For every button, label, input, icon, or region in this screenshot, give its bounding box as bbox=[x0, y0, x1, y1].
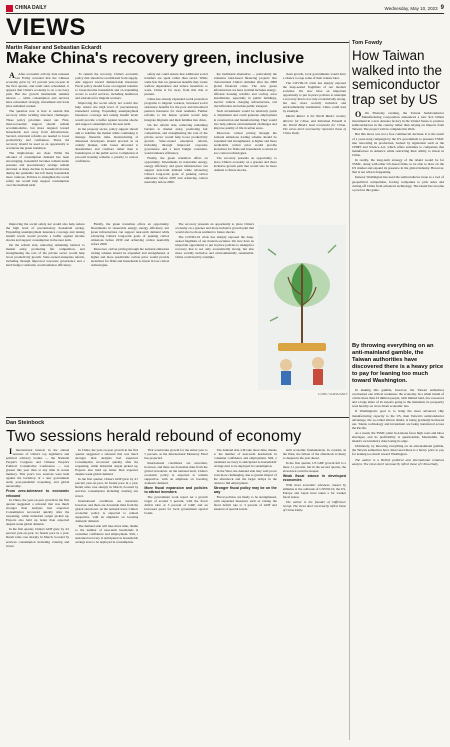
article2-columns bbox=[6, 448, 346, 743]
paragraph: If Washington's goal is to bring the most advanced chip manufacturing capacity to the US, then Taiwan's semiconductor advantage, the so-called silicon shield, is being gradually hollowed out. Talent, technology and investment are being transferred across the Pacific. bbox=[352, 409, 444, 430]
paragraph: Moreover, carbon pricing through the national emissions trading scheme should be expanded and strengthened. A higher and more predictable carbon price would provide incentives for firms and households to invest in low-carbon technologies. bbox=[213, 130, 277, 155]
cartoon-illustration-icon bbox=[258, 225, 346, 390]
article1-lower-columns bbox=[6, 222, 254, 397]
paragraph: In reality, the long-term strategy of the island would be for TSMC, along with other US-based firms, to be able to draw on the US market and expand its presence in the global industry. However, that is not what is happening. bbox=[352, 158, 444, 175]
article1-column-6 bbox=[6, 222, 85, 397]
sidebar-column-upper bbox=[352, 111, 444, 341]
paragraph: Finally, the green transition offers an opportunity. Investments in renewable energy, energy efficiency and green infrastructure can support near-term demand while advancing China's long-term goals of peaking carbon emissions before 2030 and achieving carbon neutrality before 2060. bbox=[144, 155, 208, 185]
dropcap: I bbox=[9, 448, 13, 456]
article1-column-4 bbox=[214, 72, 277, 220]
article1-column-2 bbox=[75, 72, 138, 220]
article2-column-4 bbox=[214, 448, 277, 743]
sidebar-author: Tom Fowdy bbox=[352, 40, 383, 46]
article1-authors: Martin Raiser and Sebastian Eckardt bbox=[6, 45, 102, 51]
section-title: VIEWS bbox=[6, 14, 86, 41]
paragraph: In the property sector, policy support should aim to stabilize the market while continuing to manage financial risks. Restructuring of distressed developers should proceed in an orderly manner, with losses allocated to shareholders and creditors rather than to homebuyers or the public sector. Completion of pre-sold housing remains a priority to restore confidence. bbox=[75, 126, 139, 163]
paragraph: Instead, Washington has used the semiconductor issue as a tool of geopolitical competition, forcing companies to pick sides and cutting off China from advanced technology. The island has become a pawn in this game. bbox=[352, 175, 444, 192]
paragraph: clean growth, local governments would have a chance to reap some of their returns later. bbox=[282, 72, 347, 81]
article2-column-5 bbox=[283, 448, 346, 743]
article2-column-3 bbox=[144, 448, 207, 743]
sidebar-headline: How Taiwan walked into the semiconductor trap set by US bbox=[352, 48, 443, 107]
paragraph: On the reform side, removing remaining barriers to market entry, promoting fair competition, and strengthening the role of the private sector would help boost productivity growth. State-owned enterprise reform, including through improved corporate governance and a hard budget constraint, would enhance efficiency. bbox=[6, 243, 85, 268]
paragraph: The COVID-19 crisis has sharply exposed the deep-seated fragilities of our modern societies. We now have an important opportunity to put in place policies to underpin a recovery that is not only economically strong, but also more socially inclusive and environmentally sustainable. China could lead by example. bbox=[175, 235, 255, 260]
paragraph: The demand side will take more time, thanks to the number of near-term headwinds in consumer confidence and employment. Still, a sustained recovery is anticipated as households' savings start to be deployed in consumption. bbox=[75, 523, 139, 545]
paragraph: The implications are clear. While the rebound of consumption demand has been encouraging, household incomes remain under pressure and precautionary savings remain elevated. A sharp decline in household income during the pandemic has left many households more cautious. Policies to strengthen the social safety net would help support consumption over the medium term. bbox=[6, 150, 70, 188]
paragraph: In the first quarter, US GDP growth fell to a mere 1.1 percent, but in the second quarter, the slowdown could be steeper. bbox=[282, 461, 347, 474]
china-daily-logo-icon bbox=[6, 5, 13, 12]
paragraph: As a result, the TSMC plant in Arizona faces high costs and labor shortages, and its profitability is questionable. Meanwhile, the island's own industry risks losing its edge. bbox=[352, 430, 444, 444]
paragraph: To sustain the recovery, China's economic policy mix should be recalibrated from supply-side support toward demand-side measures. Fiscal policy should focus on targeted transfers to lower-income households and on expanding access to social services, including healthcare and education for migrant workers. bbox=[75, 72, 139, 101]
paragraph: Ultimately, by throwing everything on an anti-mainland gamble, the Taiwan authorities have discovered there is a heavy price to pay for leaning too much toward Washington. bbox=[352, 444, 444, 457]
paragraph: Fiscal policies are likely to be strengthened, with expanded measures such as raising the fiscal deficit rate to 3 percent of GDP and issuance of special bonds. bbox=[213, 495, 277, 512]
dropcap: O bbox=[355, 111, 362, 119]
paragraph: The question now is how to sustain this recovery while tackling structural challenges. Three policy priorities stand out. First, macroeconomic support should remain accommodative, but more targeted toward households and away from infrastructure. Second, structural reforms are needed to boost productivity and confidence. Third, the recovery should be used as an opportunity to accelerate the green transition. bbox=[6, 109, 70, 150]
paragraph: I International interest in the annual sessions of China's top legislative and political advisory bodies — the National People's Congress and Chinese People's Political Consultative Conference — was greater this year than at any time in recent memory. This year's two sessions were held against the backdrop of a new government team, post-pandemic reopening, and global uncertainty. bbox=[6, 448, 70, 489]
subheading: Stronger fiscal policy may be on the way bbox=[213, 486, 277, 495]
paragraph: On the reform side, removing remaining barriers to market entry, promoting fair competition, and strengthening the role of the private sector would help boost productivity growth. State-owned enterprise reform, including through improved corporate governance and a hard budget constraint, would enhance efficiency. bbox=[144, 122, 208, 155]
paragraph: Improving the social safety net would also help reduce the high level of precautionary household saving. Expanding unemployment insurance coverage and raising benefit levels would provide a buffer against income shocks and support consumption in the near term. bbox=[75, 101, 139, 126]
article2-rule bbox=[6, 417, 349, 418]
paragraph: term economic fundamentals. In contrast, in the West, the fallout of the aftershock is likely to deepen in the year ahead. bbox=[282, 448, 347, 461]
author-note: The author is a British political and international relations analyst. The views don't necessarily reflect those of China Daily. bbox=[352, 457, 444, 466]
paragraph: In making this gamble, however, the Taiwan authorities overlooked one critical weakness: the economy. In a small island of a little more than 23 million people, with limited land, few resources and a large share of its exports going to the mainland, its prosperity rests heavily on cross-Strait economic ties. bbox=[352, 388, 444, 409]
page-header bbox=[6, 3, 444, 13]
paragraph: In the first quarter, China's GDP grew by 4.5 percent year-on-year, its fastest pace in a year. Retail sales rose sharply in March, boosted by services consumption including catering and travel. bbox=[75, 477, 139, 498]
paragraph: But this move was not a free commercial decision. It is the result of a years-long campaign by the US government to pressure TSMC into relocating its production, backed by legislation such as the CHIPS and Science Act, which offers subsidies to companies that manufacture in America while restricting their ability to invest in China. bbox=[352, 132, 444, 157]
article1-column-7 bbox=[91, 222, 170, 397]
paragraph: International conditions are uncertain, however, and there are downside risks from the global slowdown. At the national level, China's economic policy is expected to remain supportive, with an emphasis on boosting domestic demand. bbox=[144, 461, 208, 486]
issue-date: Wednesday, May 10, 2023 bbox=[384, 5, 438, 11]
page-number: 9 bbox=[440, 5, 444, 11]
author-note: The author is the founder of Difference Group. The views don't necessarily reflect those of China Daily. bbox=[282, 500, 347, 513]
article2-column-2 bbox=[75, 448, 138, 743]
paragraph: Improving the social safety net would also help reduce the high level of precautionary household saving. Expanding unemployment insurance coverage and raising benefit levels would provide a buffer against income shocks and support consumption in the near term. bbox=[6, 222, 85, 243]
paragraph: The COVID-19 crisis has sharply exposed the deep-seated fragilities of our modern societies. We now have an important opportunity to put in place policies to underpin a recovery that is not only economically strong, but also more socially inclusive and environmentally sustainable. China could lead by example. bbox=[282, 81, 347, 114]
article1-headline: Make China's recovery green, inclusive bbox=[6, 50, 305, 67]
paragraph: In the first quarter, China's GDP grew by 4.5 percent year-on-year, its fastest pace in a year. Retail sales rose sharply in March, boosted by services consumption including catering and travel. bbox=[6, 527, 70, 548]
cartoon-credit: LI MIN / CHINA DAILY bbox=[318, 392, 348, 396]
section-rule bbox=[6, 42, 349, 43]
paragraph: Finally, the green transition offers an opportunity. Investments in renewable energy, energy efficiency and green infrastructure can support near-term demand while advancing China's long-term goals of peaking carbon emissions before 2030 and achieving carbon neutrality before 2060. bbox=[90, 222, 170, 247]
paragraph: China has already expanded social protection programs to migrant workers, increased social assistance benefits for the poor and introduced pension insurance for rural residents. Further reforms to the hukou system would help integrate migrants and their families into cities. bbox=[144, 97, 208, 122]
sidebar-article bbox=[352, 40, 444, 718]
editorial-cartoon bbox=[258, 225, 346, 390]
paragraph: International conditions are uncertain, however, and there are downside risks from the global slowdown. At the national level, China's economic policy is expected to remain supportive, with an emphasis on boosting domestic demand. bbox=[75, 498, 139, 523]
paragraph: The recovery presents an opportunity to place China's economy on a greener and more inclusive growth path that would also be more resilient to future shocks. bbox=[175, 222, 255, 235]
author-note: Martin Raiser is the World Bank's country director for China, and Sebastian Eckardt is the World Bank's lead economist for China. The views don't necessarily represent those of China Daily. bbox=[282, 114, 347, 135]
paragraph: safety net could ensure that additional social transfers are spent rather than saved. While some fear that too generous benefits may create welfare dependence and reduce incentives to work, China is far away from this risk at present. bbox=[144, 72, 208, 97]
paragraph: Such investments would be relatively quick to implement and could generate employment in construction and manufacturing. They would also help address environmental challenges and improve quality of life in urban areas. bbox=[213, 109, 277, 130]
sidebar-pullquote: By throwing everything on an anti-mainland gamble, the Taiwan authorities have discovered there is a heavy price to pay for leaning too much toward Washington. bbox=[352, 343, 444, 384]
sidebar-column-lower bbox=[352, 388, 444, 718]
column-divider bbox=[349, 40, 350, 740]
subheading: Weak fiscal stance in developed economies bbox=[282, 474, 347, 483]
paragraph: The recovery presents an opportunity to place China's economy on a greener and more inclusive growth path that would also be more resilient to future shocks. bbox=[213, 155, 277, 173]
paragraph: The government work report set a growth target of around 5 percent, with the fiscal deficit ratio at 3 percent of GDP, and an increased quota for local government special bonds. bbox=[144, 495, 208, 516]
article1-column-3 bbox=[144, 72, 207, 220]
paragraph: In China, the year-on-year growth in the first quarter suggested a rebound that was much stronger than analysts had expected. Consumption recovered quickly after the reopening, while industrial output picked up. Exports also held up better than expected despite weak global demand. bbox=[75, 448, 139, 477]
article2-headline: Two sessions herald rebound of economy bbox=[6, 428, 302, 445]
article2-author: Dan Steinbock bbox=[6, 420, 45, 426]
paragraph: The demand side will take more time, thanks to the number of near-term headwinds in consumer confidence and employment. Still, a sustained recovery is anticipated as households' savings start to be deployed in consumption. bbox=[213, 448, 277, 469]
paragraph: In China, the year-on-year growth in the first quarter suggested a rebound that was much stronger than analysts had expected. Consumption recovered quickly after the reopening, while industrial output picked up. Exports also held up better than expected despite weak global demand. bbox=[6, 498, 70, 527]
paragraph: In the West, the demand side may well prove even more challenging, due to greater impact of the aftershock and the larger delays in the return to full employment. bbox=[213, 469, 277, 486]
article1-column-8 bbox=[175, 222, 254, 397]
dropcap: A bbox=[9, 72, 15, 80]
article1-column-1 bbox=[6, 72, 69, 220]
paragraph: the traditional alternative — particularly the extensive land-based financing projects that characterized China's stimulus after the 2008 global financial crisis. The new green infrastructure we have in mind includes energy-efficient housing retrofits and rooftop solar installations, especially in public buildings, electric vehicle charging infrastructure, rail electrification and urban public transport. bbox=[213, 72, 277, 109]
newspaper-logo bbox=[6, 5, 47, 12]
paragraph: With most economic advances caused by stimulus at the outbreak of COVID-19, the US, Europe and Japan have taken a far weaker fiscal stance. bbox=[282, 482, 347, 500]
article1-column-5 bbox=[283, 72, 346, 220]
paragraph: Moreover, carbon pricing through the national emissions trading scheme should be expanded and strengthened. A higher and more predictable carbon price would provide incentives for firms and households to invest in low-carbon technologies. bbox=[90, 247, 170, 268]
paragraph: O On Thursday evening, the Taiwan Semiconductor Manufacturing Corporation announced a new $12 billion investment in a new Arizona factory in the United States to produce semiconductors in the country rather than relying on imports from Taiwan. The project will be completed in 2024. bbox=[352, 111, 444, 132]
paragraph: That would take growth for the entire year to 5 percent, as the International Monetary Fund has projected. bbox=[144, 448, 208, 461]
subheading: From zero-tolerance to economic rebound bbox=[6, 489, 70, 498]
paragraph: A After economic activity data released last Friday revealed that the Chinese economy grew by 4.5 percent year-on-year in the first quarter, and retail sales rebounded, it appears that China's economy is on a recovery path. But the growth momentum remains uneven — while consumption and services have rebounded strongly, investment and trade have remained weaker. bbox=[6, 72, 70, 109]
article1-upper-columns bbox=[6, 72, 346, 220]
newspaper-name: CHINA DAILY bbox=[15, 5, 47, 11]
subheading: More fiscal expansion and policies to attract investors bbox=[144, 486, 208, 495]
article2-column-1 bbox=[6, 448, 69, 743]
